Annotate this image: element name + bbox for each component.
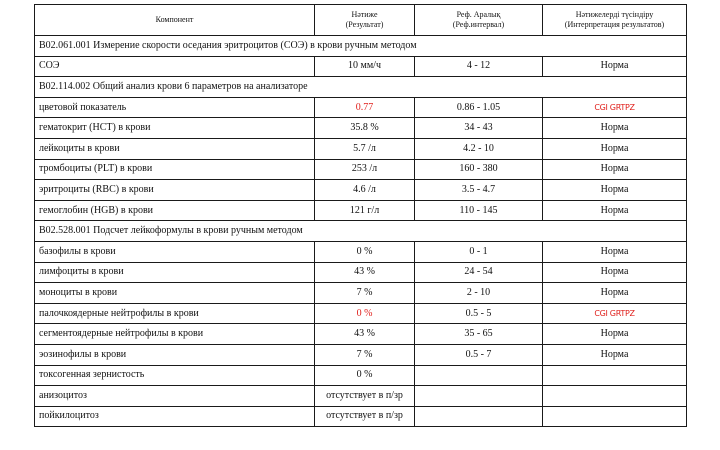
interpretation-cell: Норма	[543, 200, 687, 221]
table-row	[35, 241, 687, 262]
reference-range-cell: 3.5 - 4.7	[415, 180, 543, 201]
test-name-cell: пойкилоцитоз	[35, 406, 315, 427]
test-name-cell: базофилы в крови	[35, 241, 315, 262]
interpretation-cell	[543, 406, 687, 427]
table-row	[35, 365, 687, 386]
result-value-cell: 5.7 /л	[315, 138, 415, 159]
test-name-cell: лимфоциты в крови	[35, 262, 315, 283]
interpretation-cell: Норма	[543, 324, 687, 345]
table-row	[35, 200, 687, 221]
section-title: B02.528.001 Подсчет лейкоформулы в крови ручным методом	[35, 221, 687, 242]
result-value-cell: отсутствует в п/зр	[315, 406, 415, 427]
table-row	[35, 97, 687, 118]
test-name-cell: гематокрит (HCT) в крови	[35, 118, 315, 139]
test-name-cell: токсогенная зернистость	[35, 365, 315, 386]
table-row	[35, 180, 687, 201]
interpretation-cell: Норма	[543, 56, 687, 77]
table-row	[35, 118, 687, 139]
interpretation-cell: Норма	[543, 159, 687, 180]
interpretation-cell: Норма	[543, 118, 687, 139]
reference-range-cell: 4.2 - 10	[415, 138, 543, 159]
test-name-cell: СОЭ	[35, 56, 315, 77]
header-interpretation: Нәтижелерді түсіндіру (Интерпретация результатов)	[543, 5, 687, 36]
test-name-cell: анизоцитоз	[35, 386, 315, 407]
test-name-cell: эозинофилы в крови	[35, 344, 315, 365]
reference-range-cell: 110 - 145	[415, 200, 543, 221]
table-row	[35, 283, 687, 304]
result-value-cell: 0 %	[315, 241, 415, 262]
table-body	[35, 36, 687, 427]
interpretation-cell: CGI GRTPZ	[543, 97, 687, 118]
header-reference: Реф. Аралық (Реф.интервал)	[415, 5, 543, 36]
reference-range-cell: 35 - 65	[415, 324, 543, 345]
result-value-cell: 0 %	[315, 365, 415, 386]
section-title: B02.114.002 Общий анализ крови 6 параметров на анализаторе	[35, 77, 687, 98]
table-row	[35, 56, 687, 77]
lab-results-table	[34, 4, 687, 427]
result-value-cell: 7 %	[315, 344, 415, 365]
result-value-cell: 43 %	[315, 262, 415, 283]
table-row	[35, 324, 687, 345]
result-value-cell: отсутствует в п/зр	[315, 386, 415, 407]
test-name-cell: палочкоядерные нейтрофилы в крови	[35, 303, 315, 324]
result-value-cell: 7 %	[315, 283, 415, 304]
table-row	[35, 262, 687, 283]
test-name-cell: лейкоциты в крови	[35, 138, 315, 159]
test-name-cell: эритроциты (RBC) в крови	[35, 180, 315, 201]
interpretation-cell: CGI GRTPZ	[543, 303, 687, 324]
table-row	[35, 303, 687, 324]
table-row	[35, 406, 687, 427]
interpretation-cell: Норма	[543, 180, 687, 201]
table-row	[35, 138, 687, 159]
test-name-cell: тромбоциты (PLT) в крови	[35, 159, 315, 180]
reference-range-cell	[415, 406, 543, 427]
interpretation-cell	[543, 386, 687, 407]
interpretation-cell	[543, 365, 687, 386]
interpretation-cell: Норма	[543, 262, 687, 283]
reference-range-cell: 2 - 10	[415, 283, 543, 304]
result-value-cell: 0 %	[315, 303, 415, 324]
test-name-cell: сегментоядерные нейтрофилы в крови	[35, 324, 315, 345]
interpretation-cell: Норма	[543, 283, 687, 304]
reference-range-cell: 0.5 - 5	[415, 303, 543, 324]
test-name-cell: гемоглобин (HGB) в крови	[35, 200, 315, 221]
result-value-cell: 35.8 %	[315, 118, 415, 139]
result-value-cell: 0.77	[315, 97, 415, 118]
interpretation-cell: Норма	[543, 138, 687, 159]
test-name-cell: моноциты в крови	[35, 283, 315, 304]
header-result: Нәтиже (Результат)	[315, 5, 415, 36]
reference-range-cell: 0.86 - 1.05	[415, 97, 543, 118]
table-row	[35, 386, 687, 407]
interpretation-cell: Норма	[543, 241, 687, 262]
result-value-cell: 253 /л	[315, 159, 415, 180]
result-value-cell: 121 г/л	[315, 200, 415, 221]
header-component: Компонент	[35, 5, 315, 36]
section-header-row	[35, 77, 687, 98]
table-row	[35, 344, 687, 365]
reference-range-cell: 0 - 1	[415, 241, 543, 262]
reference-range-cell: 24 - 54	[415, 262, 543, 283]
result-value-cell: 10 мм/ч	[315, 56, 415, 77]
section-header-row	[35, 221, 687, 242]
section-title: B02.061.001 Измерение скорости оседания эритроцитов (СОЭ) в крови ручным методом	[35, 36, 687, 57]
test-name-cell: цветовой показатель	[35, 97, 315, 118]
result-value-cell: 4.6 /л	[315, 180, 415, 201]
reference-range-cell	[415, 386, 543, 407]
table-row	[35, 159, 687, 180]
section-header-row	[35, 36, 687, 57]
reference-range-cell	[415, 365, 543, 386]
result-value-cell: 43 %	[315, 324, 415, 345]
interpretation-cell: Норма	[543, 344, 687, 365]
reference-range-cell: 34 - 43	[415, 118, 543, 139]
table-header-row	[35, 5, 687, 36]
reference-range-cell: 0.5 - 7	[415, 344, 543, 365]
reference-range-cell: 4 - 12	[415, 56, 543, 77]
reference-range-cell: 160 - 380	[415, 159, 543, 180]
